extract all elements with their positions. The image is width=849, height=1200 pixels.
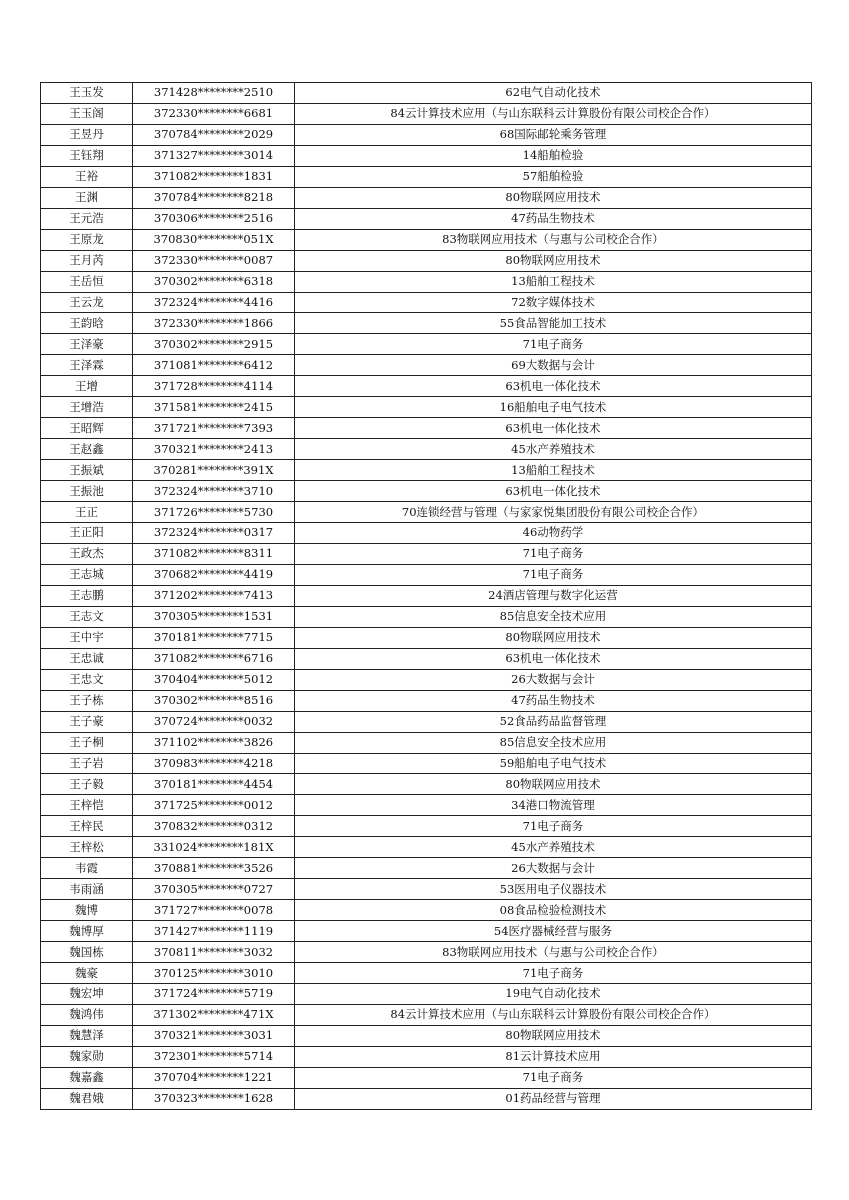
major-cell: 83物联网应用技术（与惠与公司校企合作） [295, 229, 812, 250]
table-row [41, 648, 812, 669]
table-row [41, 208, 812, 229]
id-number-cell: 370281********391X [133, 460, 295, 481]
table-row [41, 145, 812, 166]
student-name-cell: 王赵鑫 [41, 439, 133, 460]
table-row [41, 292, 812, 313]
student-name-cell: 王志城 [41, 564, 133, 585]
id-number-cell: 372330********0087 [133, 250, 295, 271]
major-cell: 63机电一体化技术 [295, 418, 812, 439]
major-cell: 53医用电子仪器技术 [295, 879, 812, 900]
student-name-cell: 王昱丹 [41, 124, 133, 145]
id-number-cell: 371581********2415 [133, 397, 295, 418]
major-cell: 71电子商务 [295, 816, 812, 837]
major-cell: 80物联网应用技术 [295, 1025, 812, 1046]
table-row [41, 753, 812, 774]
student-name-cell: 王子岩 [41, 753, 133, 774]
table-row [41, 732, 812, 753]
student-name-cell: 王梓恺 [41, 795, 133, 816]
student-name-cell: 魏博 [41, 900, 133, 921]
student-name-cell: 魏国栋 [41, 942, 133, 963]
id-number-cell: 370830********051X [133, 229, 295, 250]
id-number-cell: 370181********4454 [133, 774, 295, 795]
table-row [41, 523, 812, 544]
major-cell: 34港口物流管理 [295, 795, 812, 816]
table-row [41, 900, 812, 921]
table-row [41, 1025, 812, 1046]
student-name-cell: 王子毅 [41, 774, 133, 795]
table-row [41, 585, 812, 606]
major-cell: 80物联网应用技术 [295, 627, 812, 648]
id-number-cell: 370724********0032 [133, 711, 295, 732]
student-name-cell: 魏宏坤 [41, 983, 133, 1004]
student-name-cell: 王振池 [41, 481, 133, 502]
id-number-cell: 371724********5719 [133, 983, 295, 1004]
student-name-cell: 王忠诚 [41, 648, 133, 669]
id-number-cell: 371102********3826 [133, 732, 295, 753]
student-name-cell: 王子桐 [41, 732, 133, 753]
table-row [41, 103, 812, 124]
major-cell: 71电子商务 [295, 543, 812, 564]
table-row [41, 460, 812, 481]
table-row [41, 1004, 812, 1025]
student-name-cell: 魏君娥 [41, 1088, 133, 1109]
major-cell: 63机电一体化技术 [295, 481, 812, 502]
id-number-cell: 370404********5012 [133, 669, 295, 690]
student-name-cell: 王中宇 [41, 627, 133, 648]
major-cell: 80物联网应用技术 [295, 187, 812, 208]
major-cell: 01药品经营与管理 [295, 1088, 812, 1109]
id-number-cell: 370306********2516 [133, 208, 295, 229]
id-number-cell: 370323********1628 [133, 1088, 295, 1109]
id-number-cell: 331024********181X [133, 837, 295, 858]
major-cell: 83物联网应用技术（与惠与公司校企合作） [295, 942, 812, 963]
student-name-cell: 王梓松 [41, 837, 133, 858]
id-number-cell: 371082********1831 [133, 166, 295, 187]
student-name-cell: 王钰翔 [41, 145, 133, 166]
table-row [41, 606, 812, 627]
table-row [41, 229, 812, 250]
major-cell: 57船舶检验 [295, 166, 812, 187]
table-row [41, 774, 812, 795]
student-name-cell: 王子豪 [41, 711, 133, 732]
student-name-cell: 韦雨涵 [41, 879, 133, 900]
major-cell: 84云计算技术应用（与山东联科云计算股份有限公司校企合作） [295, 1004, 812, 1025]
table-row [41, 481, 812, 502]
major-cell: 71电子商务 [295, 334, 812, 355]
major-cell: 45水产养殖技术 [295, 837, 812, 858]
table-row [41, 921, 812, 942]
id-number-cell: 370881********3526 [133, 858, 295, 879]
id-number-cell: 372324********4416 [133, 292, 295, 313]
id-number-cell: 370784********8218 [133, 187, 295, 208]
table-row [41, 502, 812, 523]
student-name-cell: 王增浩 [41, 397, 133, 418]
table-row [41, 83, 812, 104]
major-cell: 52食品药品监督管理 [295, 711, 812, 732]
student-name-cell: 王忠文 [41, 669, 133, 690]
major-cell: 71电子商务 [295, 963, 812, 984]
major-cell: 46动物药学 [295, 523, 812, 544]
student-name-cell: 王泽霖 [41, 355, 133, 376]
major-cell: 45水产养殖技术 [295, 439, 812, 460]
major-cell: 70连锁经营与管理（与家家悦集团股份有限公司校企合作） [295, 502, 812, 523]
table-row [41, 564, 812, 585]
student-name-cell: 王岳恒 [41, 271, 133, 292]
major-cell: 84云计算技术应用（与山东联科云计算股份有限公司校企合作） [295, 103, 812, 124]
id-number-cell: 371725********0012 [133, 795, 295, 816]
table-row [41, 963, 812, 984]
student-name-cell: 王昭辉 [41, 418, 133, 439]
student-name-cell: 王渊 [41, 187, 133, 208]
table-row [41, 187, 812, 208]
table-row [41, 1067, 812, 1088]
id-number-cell: 370305********0727 [133, 879, 295, 900]
id-number-cell: 372330********6681 [133, 103, 295, 124]
major-cell: 19电气自动化技术 [295, 983, 812, 1004]
major-cell: 80物联网应用技术 [295, 774, 812, 795]
student-name-cell: 魏豪 [41, 963, 133, 984]
id-number-cell: 370125********3010 [133, 963, 295, 984]
id-number-cell: 371327********3014 [133, 145, 295, 166]
major-cell: 13船舶工程技术 [295, 460, 812, 481]
table-row [41, 166, 812, 187]
id-number-cell: 371082********8311 [133, 543, 295, 564]
table-row [41, 543, 812, 564]
major-cell: 13船舶工程技术 [295, 271, 812, 292]
student-name-cell: 王元浩 [41, 208, 133, 229]
student-name-cell: 王梓民 [41, 816, 133, 837]
id-number-cell: 372330********1866 [133, 313, 295, 334]
student-roster-table [40, 82, 812, 1110]
major-cell: 26大数据与会计 [295, 669, 812, 690]
student-name-cell: 王韵晗 [41, 313, 133, 334]
student-name-cell: 王志鹏 [41, 585, 133, 606]
major-cell: 80物联网应用技术 [295, 250, 812, 271]
major-cell: 85信息安全技术应用 [295, 732, 812, 753]
table-row [41, 879, 812, 900]
table-row [41, 711, 812, 732]
student-name-cell: 王原龙 [41, 229, 133, 250]
table-row [41, 1088, 812, 1109]
student-name-cell: 魏家勋 [41, 1046, 133, 1067]
major-cell: 14船舶检验 [295, 145, 812, 166]
student-name-cell: 王正阳 [41, 523, 133, 544]
id-number-cell: 372324********3710 [133, 481, 295, 502]
id-number-cell: 370305********1531 [133, 606, 295, 627]
table-row [41, 795, 812, 816]
table-row [41, 837, 812, 858]
id-number-cell: 370302********8516 [133, 690, 295, 711]
table-row [41, 397, 812, 418]
student-name-cell: 魏鸿伟 [41, 1004, 133, 1025]
id-number-cell: 370181********7715 [133, 627, 295, 648]
student-name-cell: 王子栋 [41, 690, 133, 711]
major-cell: 71电子商务 [295, 1067, 812, 1088]
id-number-cell: 370832********0312 [133, 816, 295, 837]
student-name-cell: 王政杰 [41, 543, 133, 564]
student-name-cell: 王玉发 [41, 83, 133, 104]
table-row [41, 313, 812, 334]
major-cell: 16船舶电子电气技术 [295, 397, 812, 418]
table-row [41, 439, 812, 460]
table-row [41, 858, 812, 879]
major-cell: 72数字媒体技术 [295, 292, 812, 313]
table-row [41, 355, 812, 376]
table-row [41, 250, 812, 271]
id-number-cell: 371727********0078 [133, 900, 295, 921]
major-cell: 71电子商务 [295, 564, 812, 585]
id-number-cell: 371726********5730 [133, 502, 295, 523]
table-row [41, 271, 812, 292]
student-name-cell: 王玉阁 [41, 103, 133, 124]
major-cell: 62电气自动化技术 [295, 83, 812, 104]
id-number-cell: 371081********6412 [133, 355, 295, 376]
table-row [41, 690, 812, 711]
table-row [41, 376, 812, 397]
id-number-cell: 371721********7393 [133, 418, 295, 439]
id-number-cell: 370983********4218 [133, 753, 295, 774]
student-name-cell: 王云龙 [41, 292, 133, 313]
student-name-cell: 韦霞 [41, 858, 133, 879]
student-name-cell: 王泽豪 [41, 334, 133, 355]
major-cell: 24酒店管理与数字化运营 [295, 585, 812, 606]
student-name-cell: 王月芮 [41, 250, 133, 271]
id-number-cell: 370704********1221 [133, 1067, 295, 1088]
table-row [41, 124, 812, 145]
id-number-cell: 370811********3032 [133, 942, 295, 963]
major-cell: 69大数据与会计 [295, 355, 812, 376]
major-cell: 59船舶电子电气技术 [295, 753, 812, 774]
table-row [41, 334, 812, 355]
table-row [41, 418, 812, 439]
roster-table-body [41, 83, 812, 1110]
major-cell: 55食品智能加工技术 [295, 313, 812, 334]
major-cell: 63机电一体化技术 [295, 648, 812, 669]
student-name-cell: 魏博厚 [41, 921, 133, 942]
table-row [41, 942, 812, 963]
major-cell: 68国际邮轮乘务管理 [295, 124, 812, 145]
major-cell: 85信息安全技术应用 [295, 606, 812, 627]
student-name-cell: 魏慧泽 [41, 1025, 133, 1046]
id-number-cell: 372301********5714 [133, 1046, 295, 1067]
student-name-cell: 魏嘉鑫 [41, 1067, 133, 1088]
student-name-cell: 王增 [41, 376, 133, 397]
id-number-cell: 370302********6318 [133, 271, 295, 292]
id-number-cell: 371427********1119 [133, 921, 295, 942]
table-row [41, 983, 812, 1004]
major-cell: 63机电一体化技术 [295, 376, 812, 397]
id-number-cell: 370321********3031 [133, 1025, 295, 1046]
table-row [41, 816, 812, 837]
student-name-cell: 王裕 [41, 166, 133, 187]
table-row [41, 669, 812, 690]
id-number-cell: 371728********4114 [133, 376, 295, 397]
id-number-cell: 371202********7413 [133, 585, 295, 606]
major-cell: 81云计算技术应用 [295, 1046, 812, 1067]
id-number-cell: 370784********2029 [133, 124, 295, 145]
id-number-cell: 372324********0317 [133, 523, 295, 544]
major-cell: 47药品生物技术 [295, 208, 812, 229]
id-number-cell: 371428********2510 [133, 83, 295, 104]
student-name-cell: 王正 [41, 502, 133, 523]
student-name-cell: 王振斌 [41, 460, 133, 481]
major-cell: 47药品生物技术 [295, 690, 812, 711]
id-number-cell: 371302********471X [133, 1004, 295, 1025]
id-number-cell: 370682********4419 [133, 564, 295, 585]
table-row [41, 627, 812, 648]
major-cell: 08食品检验检测技术 [295, 900, 812, 921]
id-number-cell: 371082********6716 [133, 648, 295, 669]
table-row [41, 1046, 812, 1067]
major-cell: 26大数据与会计 [295, 858, 812, 879]
id-number-cell: 370302********2915 [133, 334, 295, 355]
id-number-cell: 370321********2413 [133, 439, 295, 460]
student-name-cell: 王志文 [41, 606, 133, 627]
major-cell: 54医疗器械经营与服务 [295, 921, 812, 942]
